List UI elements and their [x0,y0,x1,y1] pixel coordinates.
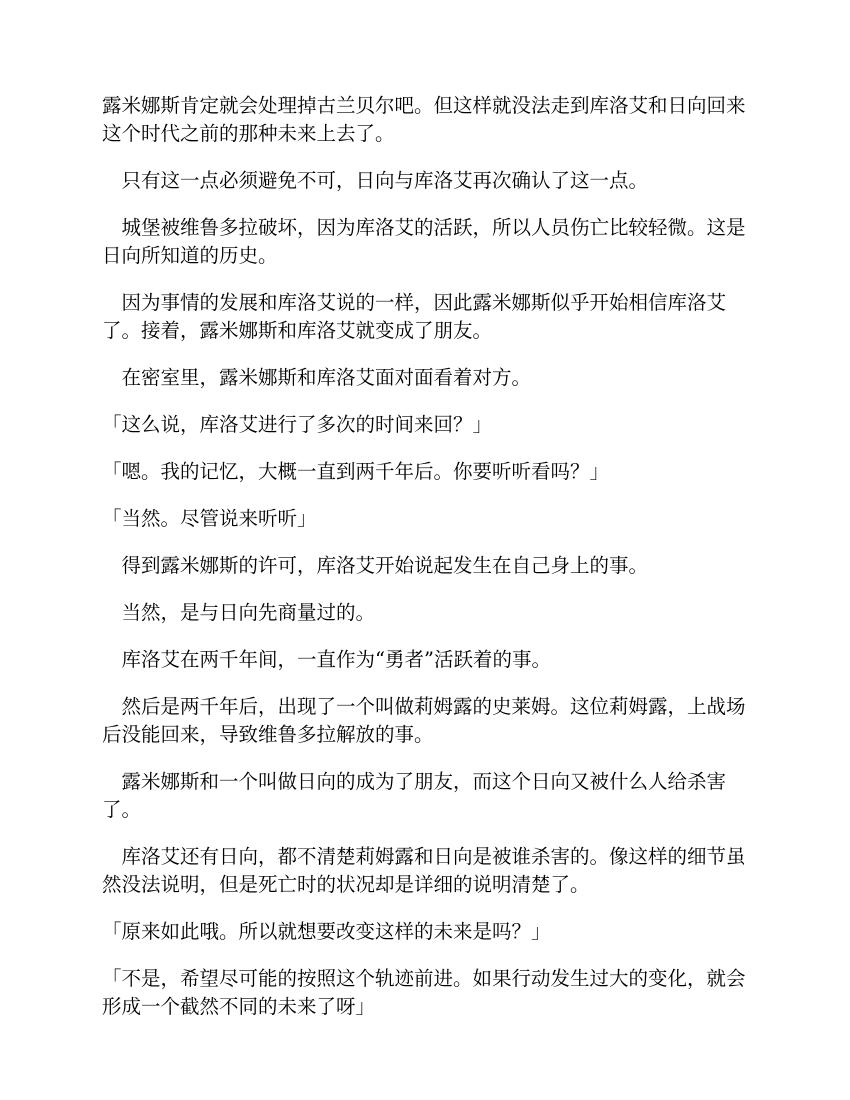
dialogue-line: 「当然。尽管说来听听」 [102,507,317,530]
dialogue-line: 「原来如此哦。所以就想要改变这样的未来是吗？」 [102,920,551,943]
dialogue-line: 「这么说，库洛艾进行了多次的时间来回？」 [102,413,493,436]
paragraph: 当然，是与日向先商量过的。 [121,601,376,624]
paragraph: 库洛艾还有日向，都不清楚莉姆露和日向是被谁杀害的。像这样的细节虽然没法说明，但是死亡时的状况却是详细的说明清楚了。 [102,845,746,896]
paragraph: 得到露米娜斯的许可，库洛艾开始说起发生在自己身上的事。 [121,554,649,577]
paragraph: 城堡被维鲁多拉破坏，因为库洛艾的活跃，所以人员伤亡比较轻微。这是日向所知道的历史。 [102,216,746,267]
dialogue-line: 「嗯。我的记忆，大概一直到两千年后。你要听听看吗？」 [102,460,610,483]
paragraph: 库洛艾在两千年间，一直作为“勇者”活跃着的事。 [121,648,551,671]
dialogue-line: 「不是，希望尽可能的按照这个轨迹前进。如果行动发生过大的变化，就会形成一个截然不同的未来了呀」 [102,967,746,1018]
paragraph: 露米娜斯和一个叫做日向的成为了朋友，而这个日向又被什么人给杀害了。 [102,770,727,821]
paragraph: 因为事情的发展和库洛艾说的一样，因此露米娜斯似乎开始相信库洛艾了。接着，露米娜斯和库洛艾就变成了朋友。 [102,291,727,342]
document-page [102,92,750,1040]
paragraph: 在密室里，露米娜斯和库洛艾面对面看着对方。 [121,366,532,389]
paragraph: 只有这一点必须避免不可，日向与库洛艾再次确认了这一点。 [121,169,649,192]
paragraph: 然后是两千年后，出现了一个叫做莉姆露的史莱姆。这位莉姆露，上战场后没能回来，导致维鲁多拉解放的事。 [102,695,746,746]
paragraph: 露米娜斯肯定就会处理掉古兰贝尔吧。但这样就没法走到库洛艾和日向回来这个时代之前的那种未来上去了。 [102,94,746,145]
